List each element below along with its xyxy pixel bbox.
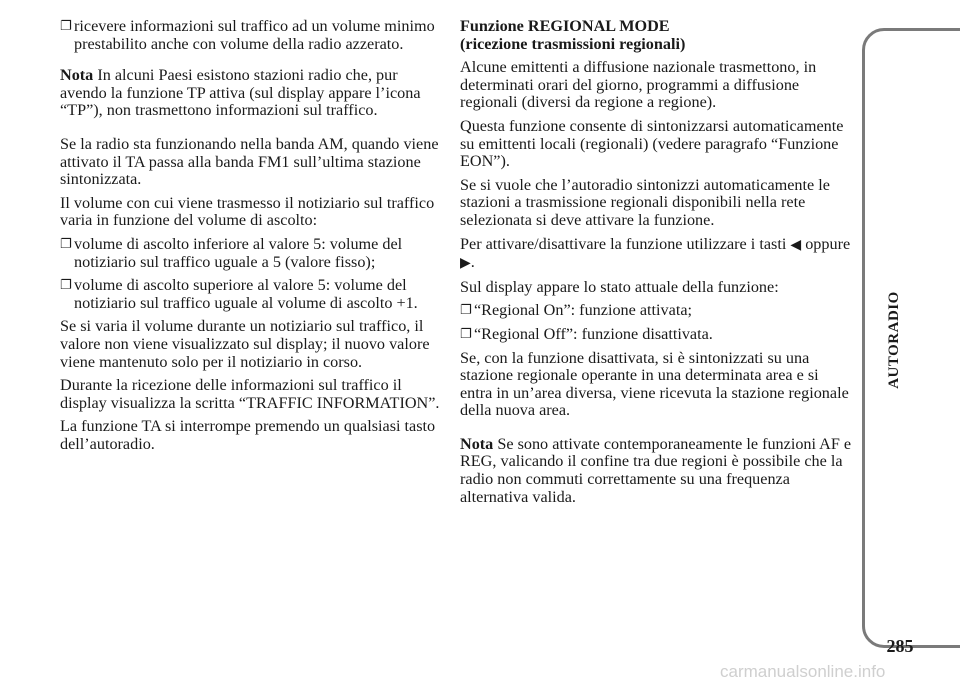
checkbox-bullet-icon: ❐ xyxy=(60,236,72,252)
paragraph-volume: Il volume con cui viene trasmesso il notiziario sul traffico varia in funzione del volume di ascolto: xyxy=(60,193,435,230)
paragraph-display: Sul display appare lo stato attuale della funzione: xyxy=(460,277,779,296)
left-arrow-icon: ◀ xyxy=(790,236,802,253)
checkbox-bullet-icon: ❐ xyxy=(60,278,72,294)
checkbox-bullet-icon: ❐ xyxy=(460,326,472,342)
paragraph-intro: Alcune emittenti a diffusione nazionale trasmettono, in determinati orari del giorno, programmi a diffusione regionali (diversi da regione a regione). xyxy=(460,58,817,112)
bullet-text: “Regional Off”: funzione disattivata. xyxy=(474,324,713,343)
bullet-text: “Regional On”: funzione attivata; xyxy=(474,301,693,320)
paragraph-disabled: Se, con la funzione disattivata, si è sintonizzati su una stazione regionale operante in una determinata area e si entra in un’area diversa, viene ricevuta la stazione regionale della nuova area. xyxy=(460,348,849,420)
left-column xyxy=(60,18,444,459)
bullet-text: ricevere informazioni sul traffico ad un volume minimo prestabilito anche con volume della radio azzerato. xyxy=(74,17,435,53)
note-text: Se sono attivate contemporaneamente le funzioni AF e REG, valicando il confine tra due regioni è possibile che la radio non commuti correttamente su una frequenza alternativa valida. xyxy=(460,434,852,506)
note-paragraph xyxy=(60,67,444,120)
paragraph-interrupt: La funzione TA si interrompe premendo un qualsiasi tasto dell’autoradio. xyxy=(60,417,436,453)
right-arrow-icon: ▶ xyxy=(460,255,471,272)
watermark: carmanualsonline.info xyxy=(720,662,886,681)
list-item xyxy=(60,18,444,53)
paragraph-am: Se la radio sta funzionando nella banda AM, quando viene attivato il TA passa alla banda FM1 sull’ultima stazione sintonizzata. xyxy=(60,134,439,189)
list-item xyxy=(460,326,852,344)
list-item xyxy=(60,277,444,312)
right-column xyxy=(460,18,852,512)
note-label: Nota xyxy=(60,66,94,85)
side-tab xyxy=(862,28,960,648)
toggle-or-text: oppure xyxy=(805,234,851,253)
toggle-end-text: . xyxy=(470,253,475,272)
checkbox-bullet-icon: ❐ xyxy=(60,19,72,34)
page-number: 285 xyxy=(886,636,914,656)
list-item xyxy=(460,302,852,320)
paragraph-reception: Durante la ricezione delle informazioni sul traffico il display visualizza la scritta “TRAFFIC INFORMATION”. xyxy=(60,376,440,412)
section-heading xyxy=(460,18,852,53)
bullet-text: volume di ascolto superiore al valore 5: volume del notiziario sul traffico uguale al volume di ascolto +1. xyxy=(74,276,418,312)
paragraph-enable: Se si vuole che l’autoradio sintonizzi automaticamente le stazioni a trasmissione regionali disponibili nella rete selezionata si deve attivare la funzione. xyxy=(460,175,830,229)
side-tab-label: AUTORADIO xyxy=(886,291,902,389)
paragraph-tune: Questa funzione consente di sintonizzarsi automaticamente su emittenti locali (regionali) (vedere paragrafo “Funzione EON”). xyxy=(460,116,844,171)
paragraph-toggle xyxy=(460,236,852,273)
note-text: In alcuni Paesi esistono stazioni radio che, pur avendo la funzione TP attiva (sul display appare l’icona “TP”), non trasmettono informazioni sul traffico. xyxy=(60,66,421,120)
note-label: Nota xyxy=(460,434,494,453)
paragraph-vary: Se si varia il volume durante un notiziario sul traffico, il valore non viene visualizzato sul display; il nuovo valore viene mantenuto solo per il notiziario in corso. xyxy=(60,317,430,371)
toggle-text: Per attivare/disattivare la funzione utilizzare i tasti xyxy=(460,234,787,253)
checkbox-bullet-icon: ❐ xyxy=(460,303,472,319)
list-item xyxy=(60,236,444,271)
heading-line1: Funzione REGIONAL MODE xyxy=(460,17,670,35)
bullet-text: volume di ascolto inferiore al valore 5: volume del notiziario sul traffico uguale a 5 (valore fisso); xyxy=(74,234,403,271)
note-paragraph xyxy=(460,436,852,506)
heading-line2: (ricezione trasmissioni regionali) xyxy=(460,34,686,53)
